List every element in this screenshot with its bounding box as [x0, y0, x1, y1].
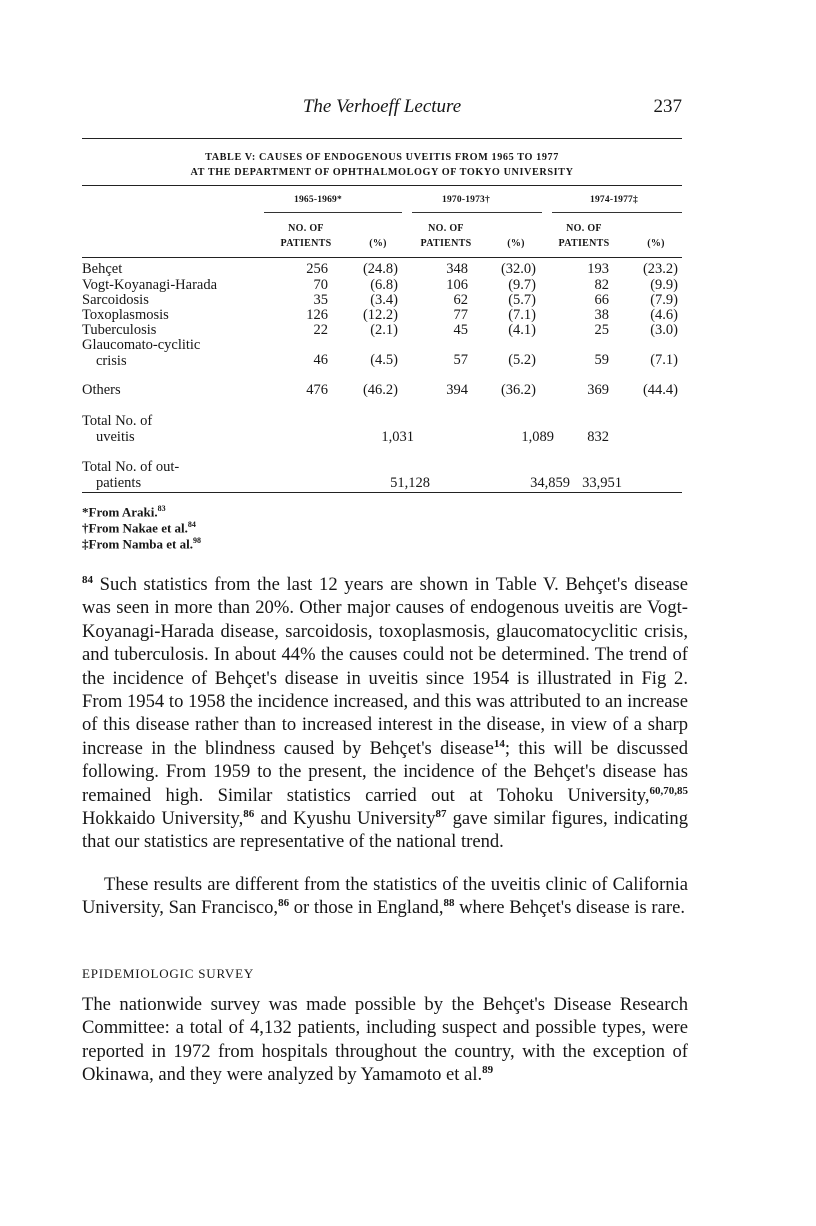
row-label: Others [82, 382, 121, 398]
footnote-ref: 98 [192, 536, 201, 545]
cell-pct-2: (5.7) [508, 292, 536, 308]
paragraph-text: The nationwide survey was made possible by the Behçet's Disease Research Committee: a total of 4,132 patients, including suspect and possible types, were reported in 1972 from hospitals throughout the country, with the exception of Okinawa, and they were analyzed by Yamamoto et al. [82, 994, 688, 1086]
page-number: 237 [653, 96, 682, 117]
cell-count-3: 369 [587, 382, 609, 398]
citation: 60,70,85 [649, 784, 688, 797]
footnote-text: †From Nakae et al. [82, 520, 188, 536]
col-header-patients-3 [550, 221, 618, 251]
table-footnote [82, 533, 201, 552]
citation: 87 [435, 807, 447, 820]
cell-total-2: 34,859 [530, 475, 570, 491]
section-heading: EPIDEMIOLOGIC SURVEY [82, 966, 255, 981]
cell-total-3: 33,951 [582, 475, 622, 491]
col-header-pct-1: (%) [369, 238, 387, 249]
row-label-continued: uveitis [96, 429, 135, 445]
cell-count-3: 38 [594, 307, 609, 323]
cell-count-2: 57 [453, 352, 468, 368]
row-label: Vogt-Koyanagi-Harada [82, 277, 218, 293]
cell-pct-1: (24.8) [362, 261, 398, 277]
cell-count-3: 82 [594, 277, 609, 293]
col-header-patients-2 [412, 221, 480, 251]
cell-total-2: 1,089 [521, 429, 554, 445]
paragraph-text: ; this will be discussed following. From 1959 to the present, the incidence of the Behçet's disease has remained high. Similar statistics carried out at Tohoku University, [82, 737, 689, 806]
cell-pct-1: (46.2) [362, 382, 398, 398]
footnote-ref: 84 [187, 520, 196, 529]
citation: 84 [82, 573, 93, 586]
paragraph-text: and Kyushu University [254, 808, 436, 830]
cell-pct-3: (9.9) [650, 277, 678, 293]
group-header-1: 1965-1969* [294, 195, 342, 205]
cell-count-3: 25 [594, 322, 609, 338]
paragraph-text: Hokkaido University, [82, 808, 244, 830]
cell-pct-3: (7.9) [650, 292, 678, 308]
cell-pct-2: (36.2) [500, 382, 536, 398]
cell-pct-3: (23.2) [642, 261, 678, 277]
cell-total-1: 51,128 [390, 475, 430, 491]
cell-count-1: 46 [313, 352, 328, 368]
row-label-continued: patients [96, 475, 142, 491]
table-caption-line-2: AT THE DEPARTMENT OF OPHTHALMOLOGY OF TOKYO UNIVERSITY [190, 167, 574, 178]
cell-pct-1: (6.8) [370, 277, 398, 293]
cell-pct-1: (4.5) [370, 352, 398, 368]
cell-pct-3: (3.0) [650, 322, 678, 338]
group-rule-1 [264, 212, 402, 213]
cell-pct-3: (7.1) [650, 352, 678, 368]
cell-count-2: 77 [453, 307, 468, 323]
table-top-rule [82, 185, 682, 186]
cell-count-2: 45 [453, 322, 468, 338]
row-label: Glaucomato-cyclitic [82, 337, 201, 353]
cell-count-3: 66 [594, 292, 609, 308]
row-label-continued: crisis [96, 353, 127, 369]
cell-total-3: 832 [587, 429, 609, 445]
cell-count-1: 22 [313, 322, 328, 338]
cell-count-3: 193 [587, 261, 609, 277]
col-header-patients: PATIENTS [420, 238, 472, 249]
table-caption [82, 150, 682, 180]
cell-pct-1: (12.2) [362, 307, 398, 323]
cell-pct-3: (44.4) [642, 382, 678, 398]
paragraph-text: Such statistics from the last 12 years are shown in Table V. Behçet's disease was seen in more than 20%. Other major causes of endogenous uveitis are Vogt-Koyanagi-Harada disease, sarcoidosis, toxoplasmosis, glaucomatocyclitic crisis, and tuberculosis. In about 44% the causes could not be determined. The trend of the incidence of Behçet's disease in uveitis since 1954 is illustrated in Fig 2. From 1954 to 1958 the incidence increased, and this was attributed to an increase of this disease rather than to increased interest in the disease, in view of a sharp increase in the blindness caused by Behçet's disease [82, 574, 688, 759]
cell-pct-1: (3.4) [370, 292, 398, 308]
col-header-no-of: NO. OF [428, 223, 464, 234]
group-header-3: 1974-1977‡ [590, 195, 638, 205]
cell-count-1: 256 [306, 261, 328, 277]
col-header-pct-2: (%) [507, 238, 525, 249]
cell-pct-3: (4.6) [650, 307, 678, 323]
citation: 14 [493, 737, 505, 750]
paragraph-text: or those in England, [289, 897, 444, 919]
cell-count-1: 476 [306, 382, 328, 398]
col-header-no-of: NO. OF [288, 223, 324, 234]
cell-count-2: 106 [446, 277, 468, 293]
cell-count-1: 126 [306, 307, 328, 323]
cell-count-1: 35 [313, 292, 328, 308]
row-label: Toxoplasmosis [82, 307, 169, 323]
cell-total-1: 1,031 [381, 429, 414, 445]
citation: 86 [243, 807, 255, 820]
paragraph-1 [82, 573, 688, 854]
header-bottom-rule [82, 257, 682, 258]
cell-count-2: 348 [446, 261, 468, 277]
col-header-patients: PATIENTS [558, 238, 610, 249]
col-header-patients: PATIENTS [280, 238, 332, 249]
paragraph-text: These results are different from the statistics of the uveitis clinic of California University, San Francisco, [82, 874, 688, 919]
cell-pct-2: (9.7) [508, 277, 536, 293]
cell-pct-2: (4.1) [508, 322, 536, 338]
paragraph-3 [82, 993, 688, 1087]
row-label: Total No. of out- [82, 459, 180, 475]
col-header-patients-1 [272, 221, 340, 251]
paragraph-2 [82, 873, 688, 920]
table-caption-line-1: TABLE V: CAUSES OF ENDOGENOUS UVEITIS FROM 1965 TO 1977 [205, 152, 559, 163]
row-label: Behçet [82, 261, 123, 277]
footnote-ref: 83 [157, 504, 166, 513]
cell-count-2: 62 [453, 292, 468, 308]
group-rule-2 [412, 212, 542, 213]
table-row [82, 413, 682, 445]
footnote-text: ‡From Namba et al. [82, 536, 193, 552]
row-label: Tuberculosis [82, 322, 157, 338]
citation: 89 [482, 1064, 494, 1077]
cell-pct-2: (5.2) [508, 352, 536, 368]
table-row [82, 337, 682, 369]
col-header-pct-3: (%) [647, 238, 665, 249]
cell-pct-1: (2.1) [370, 322, 398, 338]
header-rule [82, 138, 682, 139]
cell-count-1: 70 [313, 277, 328, 293]
group-header-2: 1970-1973† [442, 195, 490, 205]
cell-count-3: 59 [594, 352, 609, 368]
running-head [82, 94, 682, 124]
cell-count-2: 394 [446, 382, 468, 398]
table-row [82, 459, 682, 491]
citation: 86 [278, 897, 290, 910]
paragraph-text: where Behçet's disease is rare. [454, 897, 685, 919]
table-bottom-rule [82, 492, 682, 493]
row-label: Sarcoidosis [82, 292, 149, 308]
cell-pct-2: (32.0) [500, 261, 536, 277]
cell-pct-2: (7.1) [508, 307, 536, 323]
paragraph-text: gave similar figures, indicating that our statistics are representative of the national trend. [82, 808, 688, 853]
citation: 88 [443, 897, 455, 910]
row-label: Total No. of [82, 413, 153, 429]
running-head-title: The Verhoeff Lecture [302, 96, 462, 117]
col-header-no-of: NO. OF [566, 223, 602, 234]
footnote-text: *From Araki. [82, 504, 158, 520]
group-rule-3 [552, 212, 682, 213]
